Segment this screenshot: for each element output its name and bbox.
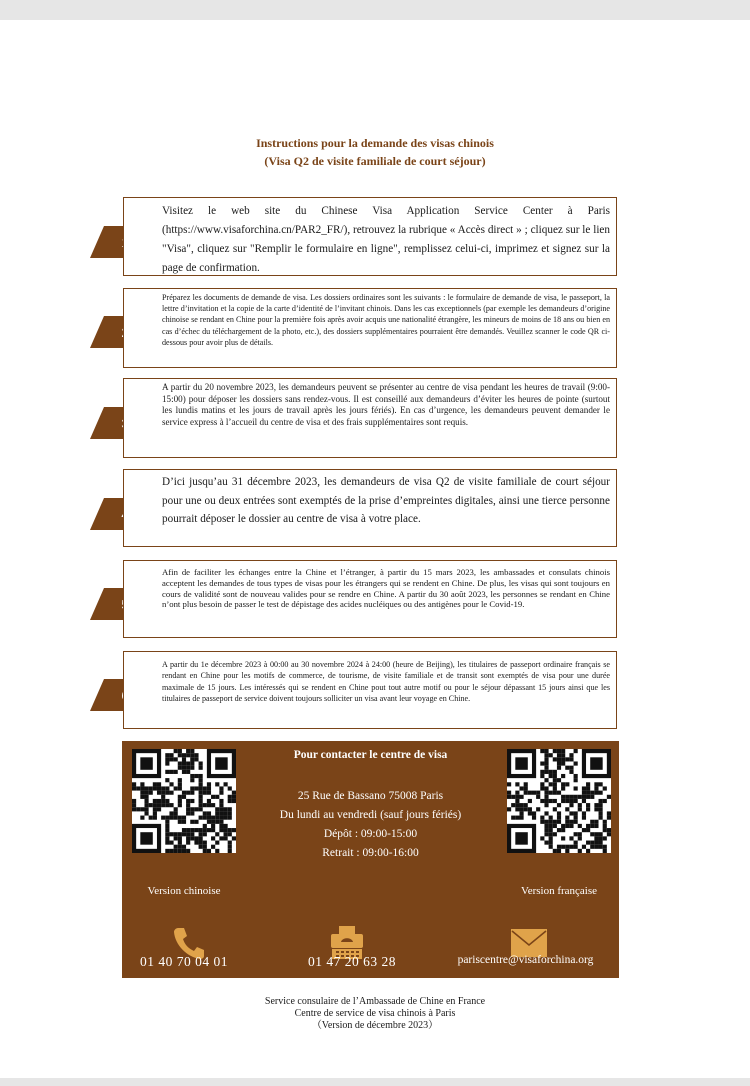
- step-text-5: Afin de faciliter les échanges entre la Chine et l’étranger, à partir du 15 mars 2023, les ambassades et consulats chinois acceptent les demandes de tous types de visas pour les étrangers qui se rendent en Chine. De plus, les visas qui sont toujours en cours de validité sont de nouveau valides pour se rendre en Chine. A partir du 30 août 2023, les personnes se rendant en Chine n’ont plus besoin de passer le test de dépistage des acides nucléiques ou des antigènes pour le Covid-19.: [162, 567, 610, 610]
- step-box-4: [123, 469, 617, 547]
- contact-days: Du lundi au vendredi (sauf jours fériés): [279, 809, 462, 821]
- contact-panel: [122, 741, 619, 978]
- qr-code-chinese[interactable]: [132, 749, 236, 853]
- step-text-3: A partir du 20 novembre 2023, les demandeurs peuvent se présenter au centre de visa pendant les heures de travail (9:00-15:00) pour déposer les dossiers sans rendez-vous. Il est conseillé aux demandeurs d’éviter les heures de pointe (surtout les lundis matins et les jours de travail après les jours fériés). En cas d’urgence, les demandeurs peuvent demander le service express à l’accueil du centre de visa et des frais supplémentaires sont requis.: [162, 382, 610, 427]
- contact-depot-hours: Dépôt : 09:00-15:00: [323, 828, 418, 840]
- footer-line2: Centre de service de visa chinois à Paris: [294, 1008, 456, 1019]
- step-box-5: [123, 560, 617, 638]
- qr-label-chinese: Version chinoise: [147, 885, 221, 897]
- step-text-1: Visitez le web site du Chinese Visa Application Service Center à Paris (https://www.visaforchina.cn/PAR2_FR/), retrouvez la rubrique « Accès direct » ; cliquez sur le lien "Visa", cliquez sur "Remplir le formulaire en ligne", remplissez celui-ci, imprimez et signez sur la page de confirmation.: [162, 205, 610, 274]
- contact-retrait-hours: Retrait : 09:00-16:00: [322, 847, 419, 859]
- step-box-6: [123, 651, 617, 729]
- step-text-4: D’ici jusqu’au 31 décembre 2023, les demandeurs de visa Q2 de visite familiale de court séjour pour une ou deux entrées sont exemptés de la prise d’empreintes digitales, ainsi une tierce personne pourrait déposer le dossier au centre de visa à votre place.: [162, 476, 610, 525]
- contact-fax[interactable]: 01 47 20 63 28: [308, 954, 396, 969]
- contact-address: 25 Rue de Bassano 75008 Paris: [297, 790, 444, 802]
- contact-email[interactable]: pariscentre@visaforchina.org: [457, 954, 594, 966]
- step-box-3: [123, 378, 617, 458]
- step-box-1: [123, 197, 617, 276]
- page-title-line1: Instructions pour la demande des visas chinois: [256, 136, 494, 150]
- step-text-6: A partir du 1e décembre 2023 à 00:00 au 30 novembre 2024 à 24:00 (heure de Beijing), les titulaires de passeport ordinaire français se rendant en Chine pour les motifs de commerce, de tourisme, de visite familiale et de transit sont exemptés de visa pour une durée maximale de 15 jours. Les intéressés qui se rendent en Chine pout tout autre motif ou pour le séjour dépassant 15 jours ainsi que les titulaires de passeport de service doivent toujours solliciter un visa avant leur voyage en Chine.: [162, 660, 610, 703]
- step-box-2: [123, 288, 617, 368]
- qr-code-french[interactable]: [507, 749, 611, 853]
- contact-phone[interactable]: 01 40 70 04 01: [140, 954, 228, 969]
- footer-line1: Service consulaire de l’Ambassade de Chine en France: [264, 996, 486, 1007]
- footer-line3: （Version de décembre 2023）: [311, 1020, 439, 1031]
- contact-heading: Pour contacter le centre de visa: [293, 749, 448, 761]
- document-page: [0, 20, 750, 1078]
- step-text-2: Préparez les documents de demande de visa. Les dossiers ordinaires sont les suivants : le formulaire de demande de visa, le passeport, la lettre d’invitation et la copie de la carte d’identité de l’invitant chinois. Dans les cas exceptionnels (par exemple les demandeurs d’origine chinoise se rendant en Chine pour la première fois après avoir acquis une nationalité étrangère, les mineurs de moins de 18 ans ou bien en cas d’échec du téléchargement de la photo, etc.), des dossiers supplémentaires pourraient être demandés. Veuillez scanner le code QR ci-dessous pour avoir plus de détails.: [162, 293, 610, 347]
- page-title-line2: (Visa Q2 de visite familiale de court séjour): [264, 154, 486, 168]
- qr-label-french: Version française: [520, 885, 598, 897]
